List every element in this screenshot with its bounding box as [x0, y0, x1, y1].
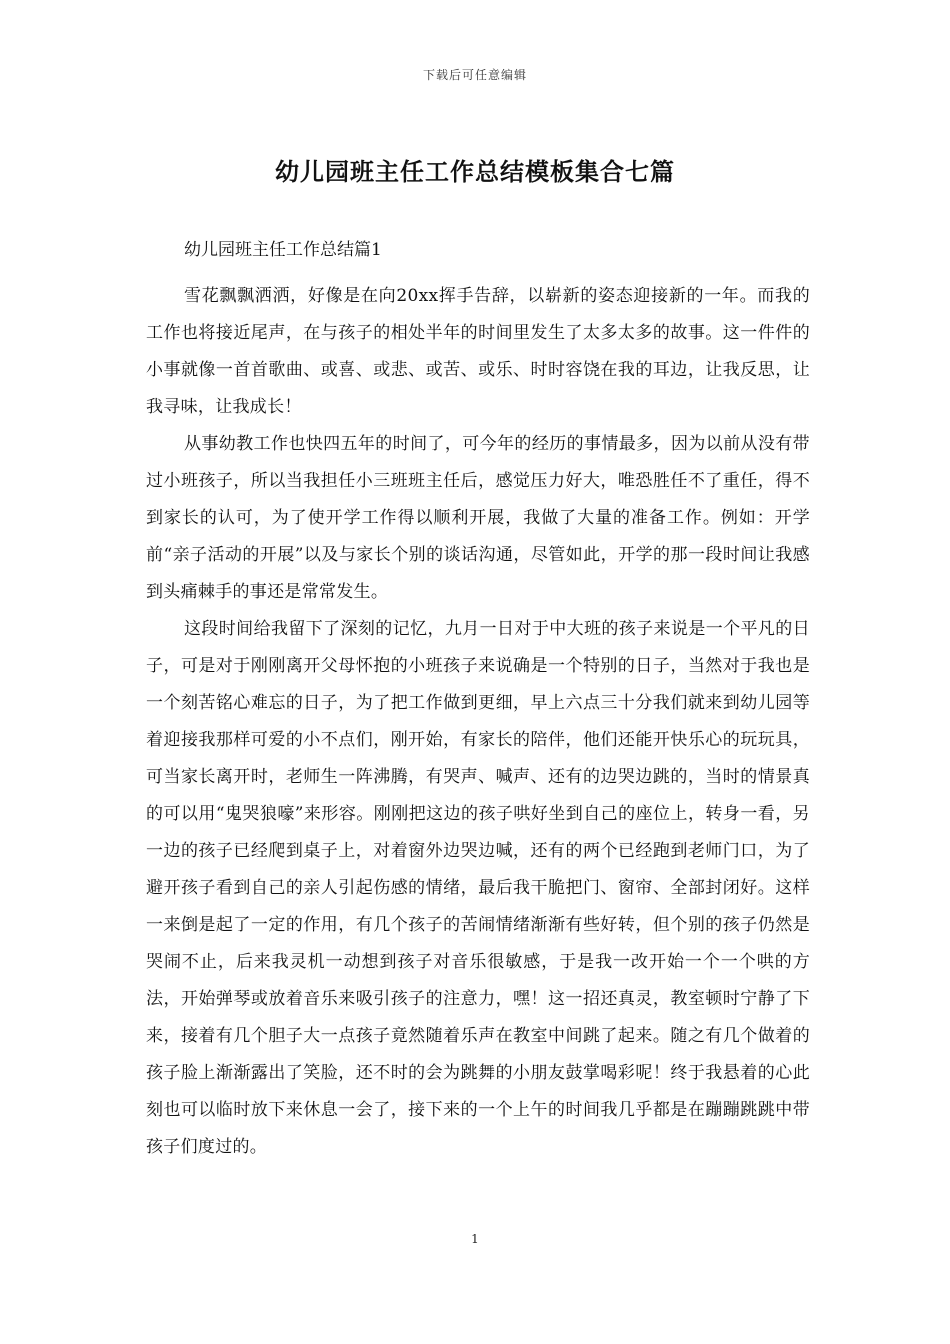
paragraph-2: 从事幼教工作也快四五年的时间了，可今年的经历的事情最多，因为以前从没有带过小班孩子，所以当我担任小三班班主任后，感觉压力好大，唯恐胜任不了重任，得不到家长的认可，为了使开学工作得以顺利开展，我做了大量的准备工作。例如：开学前“亲子活动的开展”以及与家长个别的谈话沟通，尽管如此，开学的那一段时间让我感到头痛棘手的事还是常常发生。 [146, 434, 810, 602]
document-body [146, 232, 810, 1166]
page-number: 1 [471, 1232, 479, 1246]
section-heading: 幼儿园班主任工作总结篇1 [184, 240, 382, 260]
paragraph-3: 这段时间给我留下了深刻的记忆，九月一日对于中大班的孩子来说是一个平凡的日子，可是对于刚刚离开父母怀抱的小班孩子来说确是一个特别的日子，当然对于我也是一个刻苦铭心难忘的日子，为了把工作做到更细，早上六点三十分我们就来到幼儿园等着迎接我那样可爱的小不点们，刚开始，有家长的陪伴，他们还能开快乐心的玩玩具，可当家长离开时，老师生一阵沸腾，有哭声、喊声、还有的边哭边跳的，当时的情景真的可以用“鬼哭狼嚎”来形容。刚刚把这边的孩子哄好坐到自己的座位上，转身一看，另一边的孩子已经爬到桌子上，对着窗外边哭边喊，还有的两个已经跑到老师门口，为了避开孩子看到自己的亲人引起伤感的情绪，最后我干脆把门、窗帘、全部封闭好。这样一来倒是起了一定的作用，有几个孩子的苦闹情绪渐渐有些好转，但个别的孩子仍然是哭闹不止，后来我灵机一动想到孩子对音乐很敏感，于是我一改开始一个一个哄的方法，开始弹琴或放着音乐来吸引孩子的注意力，嘿！这一招还真灵，教室顿时宁静了下来，接着有几个胆子大一点孩子竟然随着乐声在教室中间跳了起来。随之有几个做着的孩子脸上渐渐露出了笑脸，还不时的会为跳舞的小朋友鼓掌喝彩呢！终于我悬着的心此刻也可以临时放下来休息一会了，接下来的一个上午的时间我几乎都是在蹦蹦跳跳中带孩子们度过的。 [146, 619, 810, 1157]
header-note: 下载后可任意编辑 [422, 68, 527, 82]
paragraph-1: 雪花飘飘洒洒，好像是在向20xx挥手告辞，以崭新的姿态迎接新的一年。而我的工作也将接近尾声，在与孩子的相处半年的时间里发生了太多太多的故事。这一件件的小事就像一首首歌曲、或喜、或悲、或苦、或乐、时时容饶在我的耳边，让我反思，让我寻味，让我成长！ [146, 286, 810, 417]
document-title: 幼儿园班主任工作总结模板集合七篇 [275, 158, 675, 186]
